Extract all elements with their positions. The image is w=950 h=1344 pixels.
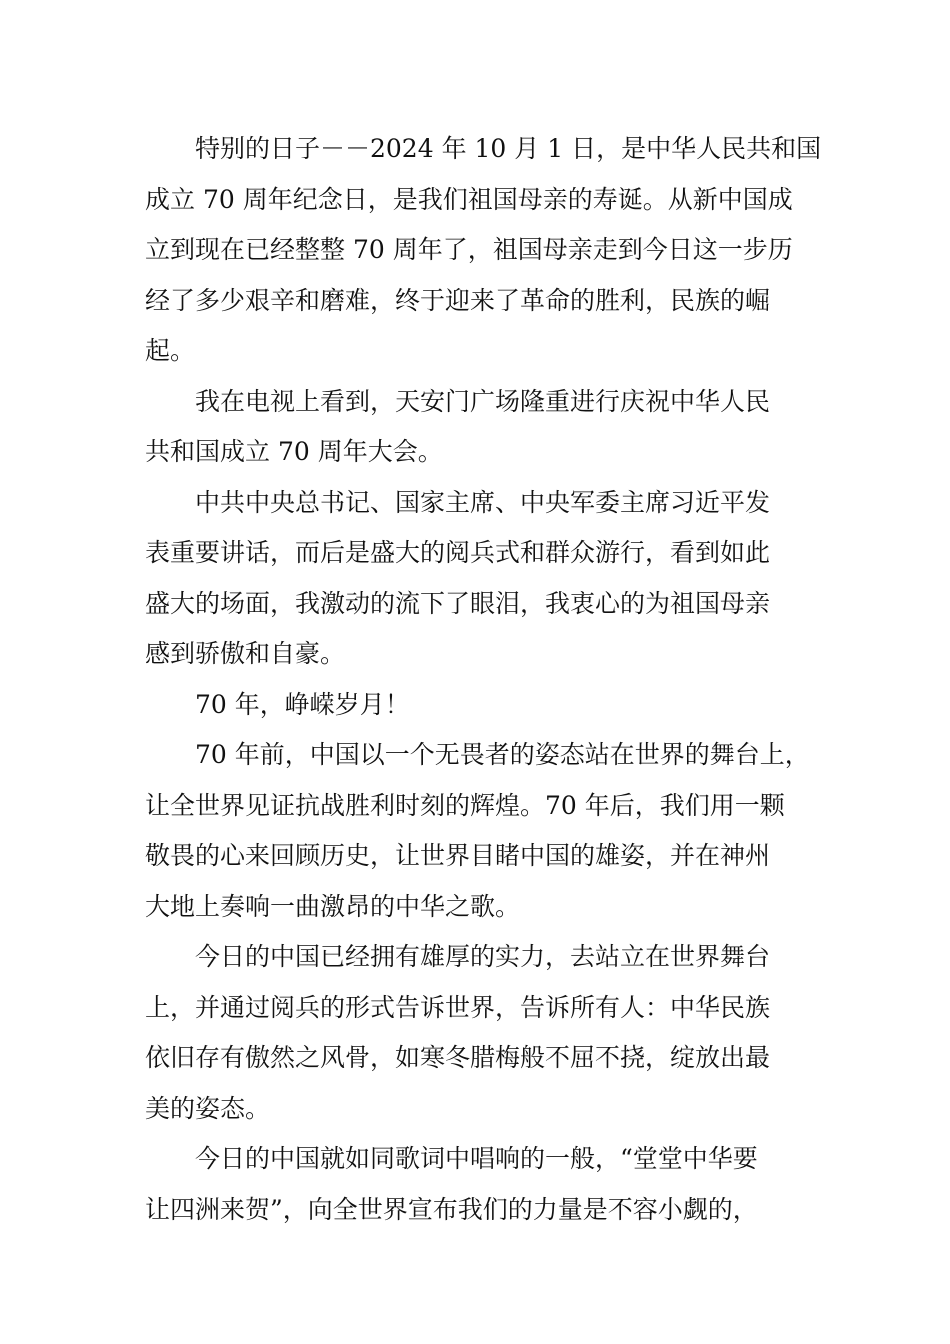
text-line: 依旧存有傲然之风骨，如寒冬腊梅般不屈不挠，绽放出最 (145, 1043, 771, 1072)
text-line: 今日的中国就如同歌词中唱响的一般，“堂堂中华要 (195, 1144, 758, 1173)
text-line: 成立 70 周年纪念日，是我们祖国母亲的寿诞。从新中国成 (145, 184, 793, 214)
paragraph-70-years (145, 680, 810, 731)
text-line: 共和国成立 70 周年大会。 (145, 437, 443, 466)
document-body (145, 124, 822, 1235)
text-line: 让四洲来贺”，向全世界宣布我们的力量是不容小觑的， (145, 1194, 758, 1224)
text-line: 上，并通过阅兵的形式告诉世界，告诉所有人：中华民族 (145, 992, 771, 1022)
text-line: 特别的日子－－2024 年 10 月 1 日，是中华人民共和国 (195, 134, 822, 163)
text-line: 起。 (145, 336, 196, 365)
text-line: 今日的中国已经拥有雄厚的实力，去站立在世界舞台 (195, 942, 771, 971)
paragraph-song-lyrics (145, 1134, 810, 1235)
paragraph-todays-china (145, 932, 810, 1134)
paragraph-70-years-ago (145, 730, 810, 932)
text-line: 中共中央总书记、国家主席、中央军委主席习近平发 (195, 487, 771, 517)
text-line: 让全世界见证抗战胜利时刻的辉煌。70 年后，我们用一颗 (145, 790, 785, 820)
text-line: 盛大的场面，我激动的流下了眼泪，我衷心的为祖国母亲 (145, 588, 771, 618)
text-line: 经了多少艰辛和磨难，终于迎来了革命的胜利，民族的崛 (145, 285, 771, 315)
paragraph-national-day (145, 124, 822, 377)
text-line: 70 年前，中国以一个无畏者的姿态站在世界的舞台上， (195, 740, 810, 769)
text-line: 70 年，峥嵘岁月！ (195, 689, 410, 719)
text-line: 敬畏的心来回顾历史，让世界目睹中国的雄姿，并在神州 (145, 841, 771, 870)
paragraph-tv-broadcast (145, 377, 810, 478)
text-line: 表重要讲话，而后是盛大的阅兵式和群众游行，看到如此 (145, 538, 771, 567)
text-line: 大地上奏响一曲激昂的中华之歌。 (145, 891, 521, 921)
paragraph-speech-parade (145, 478, 810, 680)
text-line: 感到骄傲和自豪。 (145, 639, 346, 668)
text-line: 立到现在已经整整 70 周年了，祖国母亲走到今日这一步历 (145, 235, 793, 264)
text-line: 美的姿态。 (145, 1093, 271, 1123)
text-line: 我在电视上看到，天安门广场隆重进行庆祝中华人民 (195, 386, 771, 416)
